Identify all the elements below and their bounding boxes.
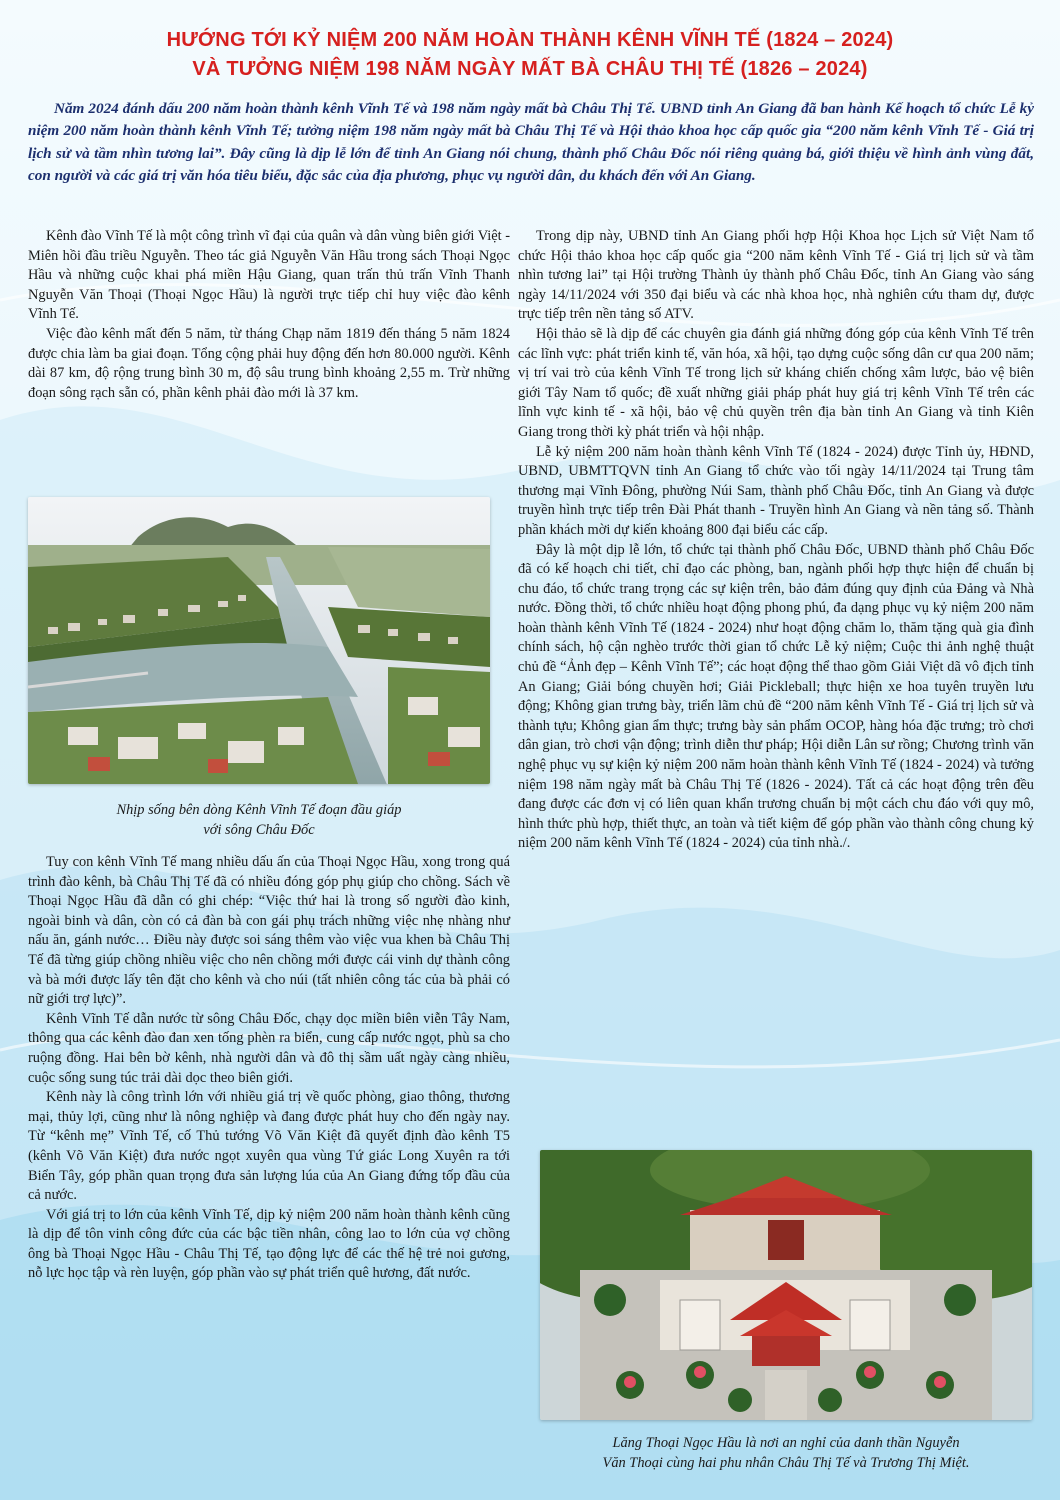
paragraph: Với giá trị to lớn của kênh Vĩnh Tế, dịp kỷ niệm 200 năm hoàn thành kênh cũng là dịp để tôn vinh công đức của các bậc tiền nhân, công lao to lớn của vợ chồng ông bà Thoại Ngọc Hầu - Châu Thị Tế, tạo động lực để các thế hệ trẻ noi gương, nỗ lực học tập và rèn luyện, góp phần vào sự phát triển quê hương, đất nước. <box>28 1206 510 1282</box>
temple-illustration <box>540 1150 1032 1420</box>
title-line-1: HƯỚNG TỚI KỶ NIỆM 200 NĂM HOÀN THÀNH KÊNH VĨNH TẾ (1824 – 2024) <box>166 29 894 51</box>
left-column-bottom <box>28 853 510 1284</box>
photo-2-caption <box>536 1433 1036 1473</box>
caption-line: với sông Châu Đốc <box>203 822 315 838</box>
photo-1-caption <box>28 800 490 840</box>
paragraph: Việc đào kênh mất đến 5 năm, từ tháng Chạp năm 1819 đến tháng 5 năm 1824 được chia làm ba giai đoạn. Tổng cộng phải huy động đến hơn 80.000 người. Kênh dài 87 km, độ rộng trung bình 30 m, độ sâu trung bình khoảng 2,55 m. Trừ những đoạn sông rạch sẵn có, phần kênh phải đào mới là 37 km. <box>28 325 510 401</box>
paragraph: Kênh này là công trình lớn với nhiều giá trị về quốc phòng, giao thông, thương mại, thủy lợi, cũng như là nông nghiệp và đang được phát huy cho đến ngày nay. Từ “kênh mẹ” Vĩnh Tế, cố Thủ tướng Võ Văn Kiệt đã quyết định đào kênh T5 (kênh Võ Văn Kiệt) đưa nước ngọt xuyên qua vùng Tứ giác Long Xuyên ra tới Biển Tây, góp phần quan trọng đưa sản lượng lúa của An Giang đứng tốp đầu của cả nước. <box>28 1089 510 1204</box>
right-column <box>518 227 1034 854</box>
paragraph: Đây là một dịp lễ lớn, tổ chức tại thành phố Châu Đốc, UBND thành phố Châu Đốc đã có kế hoạch chi tiết, chỉ đạo các phòng, ban, ngành phối hợp thực hiện để chuẩn bị chu đáo, tổ chức trang trọng các sự kiện trên, bảo đảm đúng quy định của Đảng và Nhà nước. Đồng thời, tổ chức nhiều hoạt động phong phú, đa dạng phục vụ kỷ niệm 200 năm hoàn thành kênh Vĩnh Tế (1824 - 2024) như hoạt động chăm lo, thăm tặng quà gia đình chính sách, hộ cận nghèo trước thời gian tổ chức Lễ kỷ niệm; Cuộc thi ảnh nghệ thuật chủ đề “Ảnh đẹp – Kênh Vĩnh Tế”; các hoạt động thể thao gồm Giải Việt dã vô địch tỉnh An Giang; Giải bóng chuyền hơi; Giải Pickleball; thực hiện xe hoa tuyên truyền lưu động; Không gian trưng bày, triển lãm chủ đề “200 năm kênh Vĩnh Tế - Giá trị lịch sử và thành tựu; Không gian ẩm thực; trưng bày sản phẩm OCOP, hàng hóa đặc trưng; trò chơi dân gian, trò chơi vận động; trình diễn thư pháp; Hội diễn Lân sư rồng; Chương trình văn nghệ phục vụ sự kiện kỷ niệm 200 năm hoàn thành kênh Vĩnh Tế (1824 - 2024) và tưởng niệm 198 năm ngày mất bà Châu Thị Tế (1826 - 2024). Tất cả các hoạt động trên đều đang được các đơn vị có liên quan khẩn trương chuẩn bị một cách chu đáo với quy mô, hình thức phù hợp, thiết thực, an toàn và tiết kiệm để góp phần vào thành công chung kỷ niệm 200 năm kênh Vĩnh Tế (1824 - 2024) của tỉnh nhà./. <box>518 541 1034 852</box>
canal-aerial-illustration <box>28 497 490 784</box>
paragraph: Lễ kỷ niệm 200 năm hoàn thành kênh Vĩnh Tế (1824 - 2024) được Tỉnh ủy, HĐND, UBND, UBMTTQVN tỉnh An Giang tổ chức vào tối ngày 14/11/2024 tại Trung tâm thương mại Vĩnh Đông, phường Núi Sam, thành phố Châu Đốc, tỉnh An Giang và được truyền hình trực tiếp trên Đài Phát thanh - Truyền hình An Giang và nền tảng số. Thành phần khách mời dự kiến khoảng 800 đại biểu các cấp. <box>518 443 1034 538</box>
caption-line: Nhịp sống bên dòng Kênh Vĩnh Tế đoạn đầu giáp <box>116 802 402 818</box>
canal-aerial-photo <box>28 497 490 784</box>
paragraph: Hội thảo sẽ là dịp để các chuyên gia đánh giá những đóng góp của kênh Vĩnh Tế trên các lĩnh vực: phát triển kinh tế, văn hóa, xã hội, tạo dựng cuộc sống dân cư qua 200 năm; vị trí vai trò của kênh Vĩnh Tế trong lịch sử kháng chiến chống xâm lược, bảo vệ biên giới Tây Nam tổ quốc; đề xuất những giải pháp phát huy giá trị kênh Vĩnh Tế trên các lĩnh vực kinh tế - xã hội, bảo vệ chủ quyền trên địa bàn tỉnh An Giang và tỉnh Kiên Giang trong thời kỳ phát triển và hội nhập. <box>518 325 1034 440</box>
intro-paragraph: Năm 2024 đánh dấu 200 năm hoàn thành kênh Vĩnh Tế và 198 năm ngày mất bà Châu Thị Tế. UBND tỉnh An Giang đã ban hành Kế hoạch tổ chức Lễ kỷ niệm 200 năm hoàn thành kênh Vĩnh Tế; tưởng niệm 198 năm ngày mất bà Châu Thị Tế và Hội thảo khoa học cấp quốc gia “200 năm kênh Vĩnh Tế - Giá trị lịch sử và tầm nhìn tương lai”. Đây cũng là dịp lễ lớn để tỉnh An Giang nói chung, thành phố Châu Đốc nói riêng quảng bá, giới thiệu về hình ảnh vùng đất, con người và các giá trị văn hóa tiêu biểu, đặc sắc của địa phương, phục vụ người dân, du khách đến với An Giang. <box>28 100 1034 185</box>
article-title <box>0 26 1060 84</box>
left-column-top <box>28 227 510 403</box>
temple-aerial-photo <box>540 1150 1032 1420</box>
title-line-2: VÀ TƯỞNG NIỆM 198 NĂM NGÀY MẤT BÀ CHÂU THỊ TẾ (1826 – 2024) <box>192 58 868 80</box>
paragraph: Trong dịp này, UBND tỉnh An Giang phối hợp Hội Khoa học Lịch sử Việt Nam tổ chức Hội thảo khoa học cấp quốc gia “200 năm kênh Vĩnh Tế - Giá trị lịch sử và tầm nhìn tương lai” tại Hội trường Thành ủy thành phố Châu Đốc, tỉnh An Giang vào sáng ngày 14/11/2024 với 350 đại biểu và các nhà khoa học, nhà nghiên cứu tham dự, được trực tiếp trên nền tảng số ATV. <box>518 228 1034 323</box>
paragraph: Kênh Vĩnh Tế dẫn nước từ sông Châu Đốc, chạy dọc miền biên viễn Tây Nam, thông qua các kênh đào đan xen tống phèn ra biển, cung cấp nước ngọt, phù sa cho ruộng đồng. Hai bên bờ kênh, nhà người dân và đô thị sầm uất ngày càng nhiều, cuộc sống sung túc trải dài dọc theo biên giới. <box>28 1010 510 1086</box>
paragraph: Kênh đào Vĩnh Tế là một công trình vĩ đại của quân và dân vùng biên giới Việt - Miên hồi đầu triều Nguyễn. Theo tác giả Nguyễn Văn Hầu trong sách Thoại Ngọc Hầu và những cuộc khai phá miền Hậu Giang, quan trấn thủ trấn Vĩnh Thanh Nguyễn Văn Thoại (Thoại Ngọc Hầu) là người trực tiếp chỉ huy việc đào kênh Vĩnh Tế. <box>28 228 510 323</box>
paragraph: Tuy con kênh Vĩnh Tế mang nhiều dấu ấn của Thoại Ngọc Hầu, xong trong quá trình đào kênh, bà Châu Thị Tế đã có nhiều đóng góp phụ giúp cho chồng. Sách về Thoại Ngọc Hầu đã dẫn có ghi chép: “Việc thứ hai là trong số người đào kinh, ngoài binh và dân, còn có cả đàn bà con gái phụ trách những việc nhẹ nhàng như nấu ăn, gánh nước… Điều này được soi sáng thêm vào việc vua khen bà Châu Thị Tế đã từng giúp chồng nhiều việc cho nên chồng mới được cái vinh dự thành công và bà mới được lấy tên đặt cho kênh và cho núi (tất nhiên công tác của bà phải có nữ giới trợ lực)”. <box>28 854 510 1008</box>
caption-line: Văn Thoại cùng hai phu nhân Châu Thị Tế và Trương Thị Miệt. <box>602 1455 970 1471</box>
caption-line: Lăng Thoại Ngọc Hầu là nơi an nghỉ của danh thần Nguyễn <box>612 1435 960 1451</box>
